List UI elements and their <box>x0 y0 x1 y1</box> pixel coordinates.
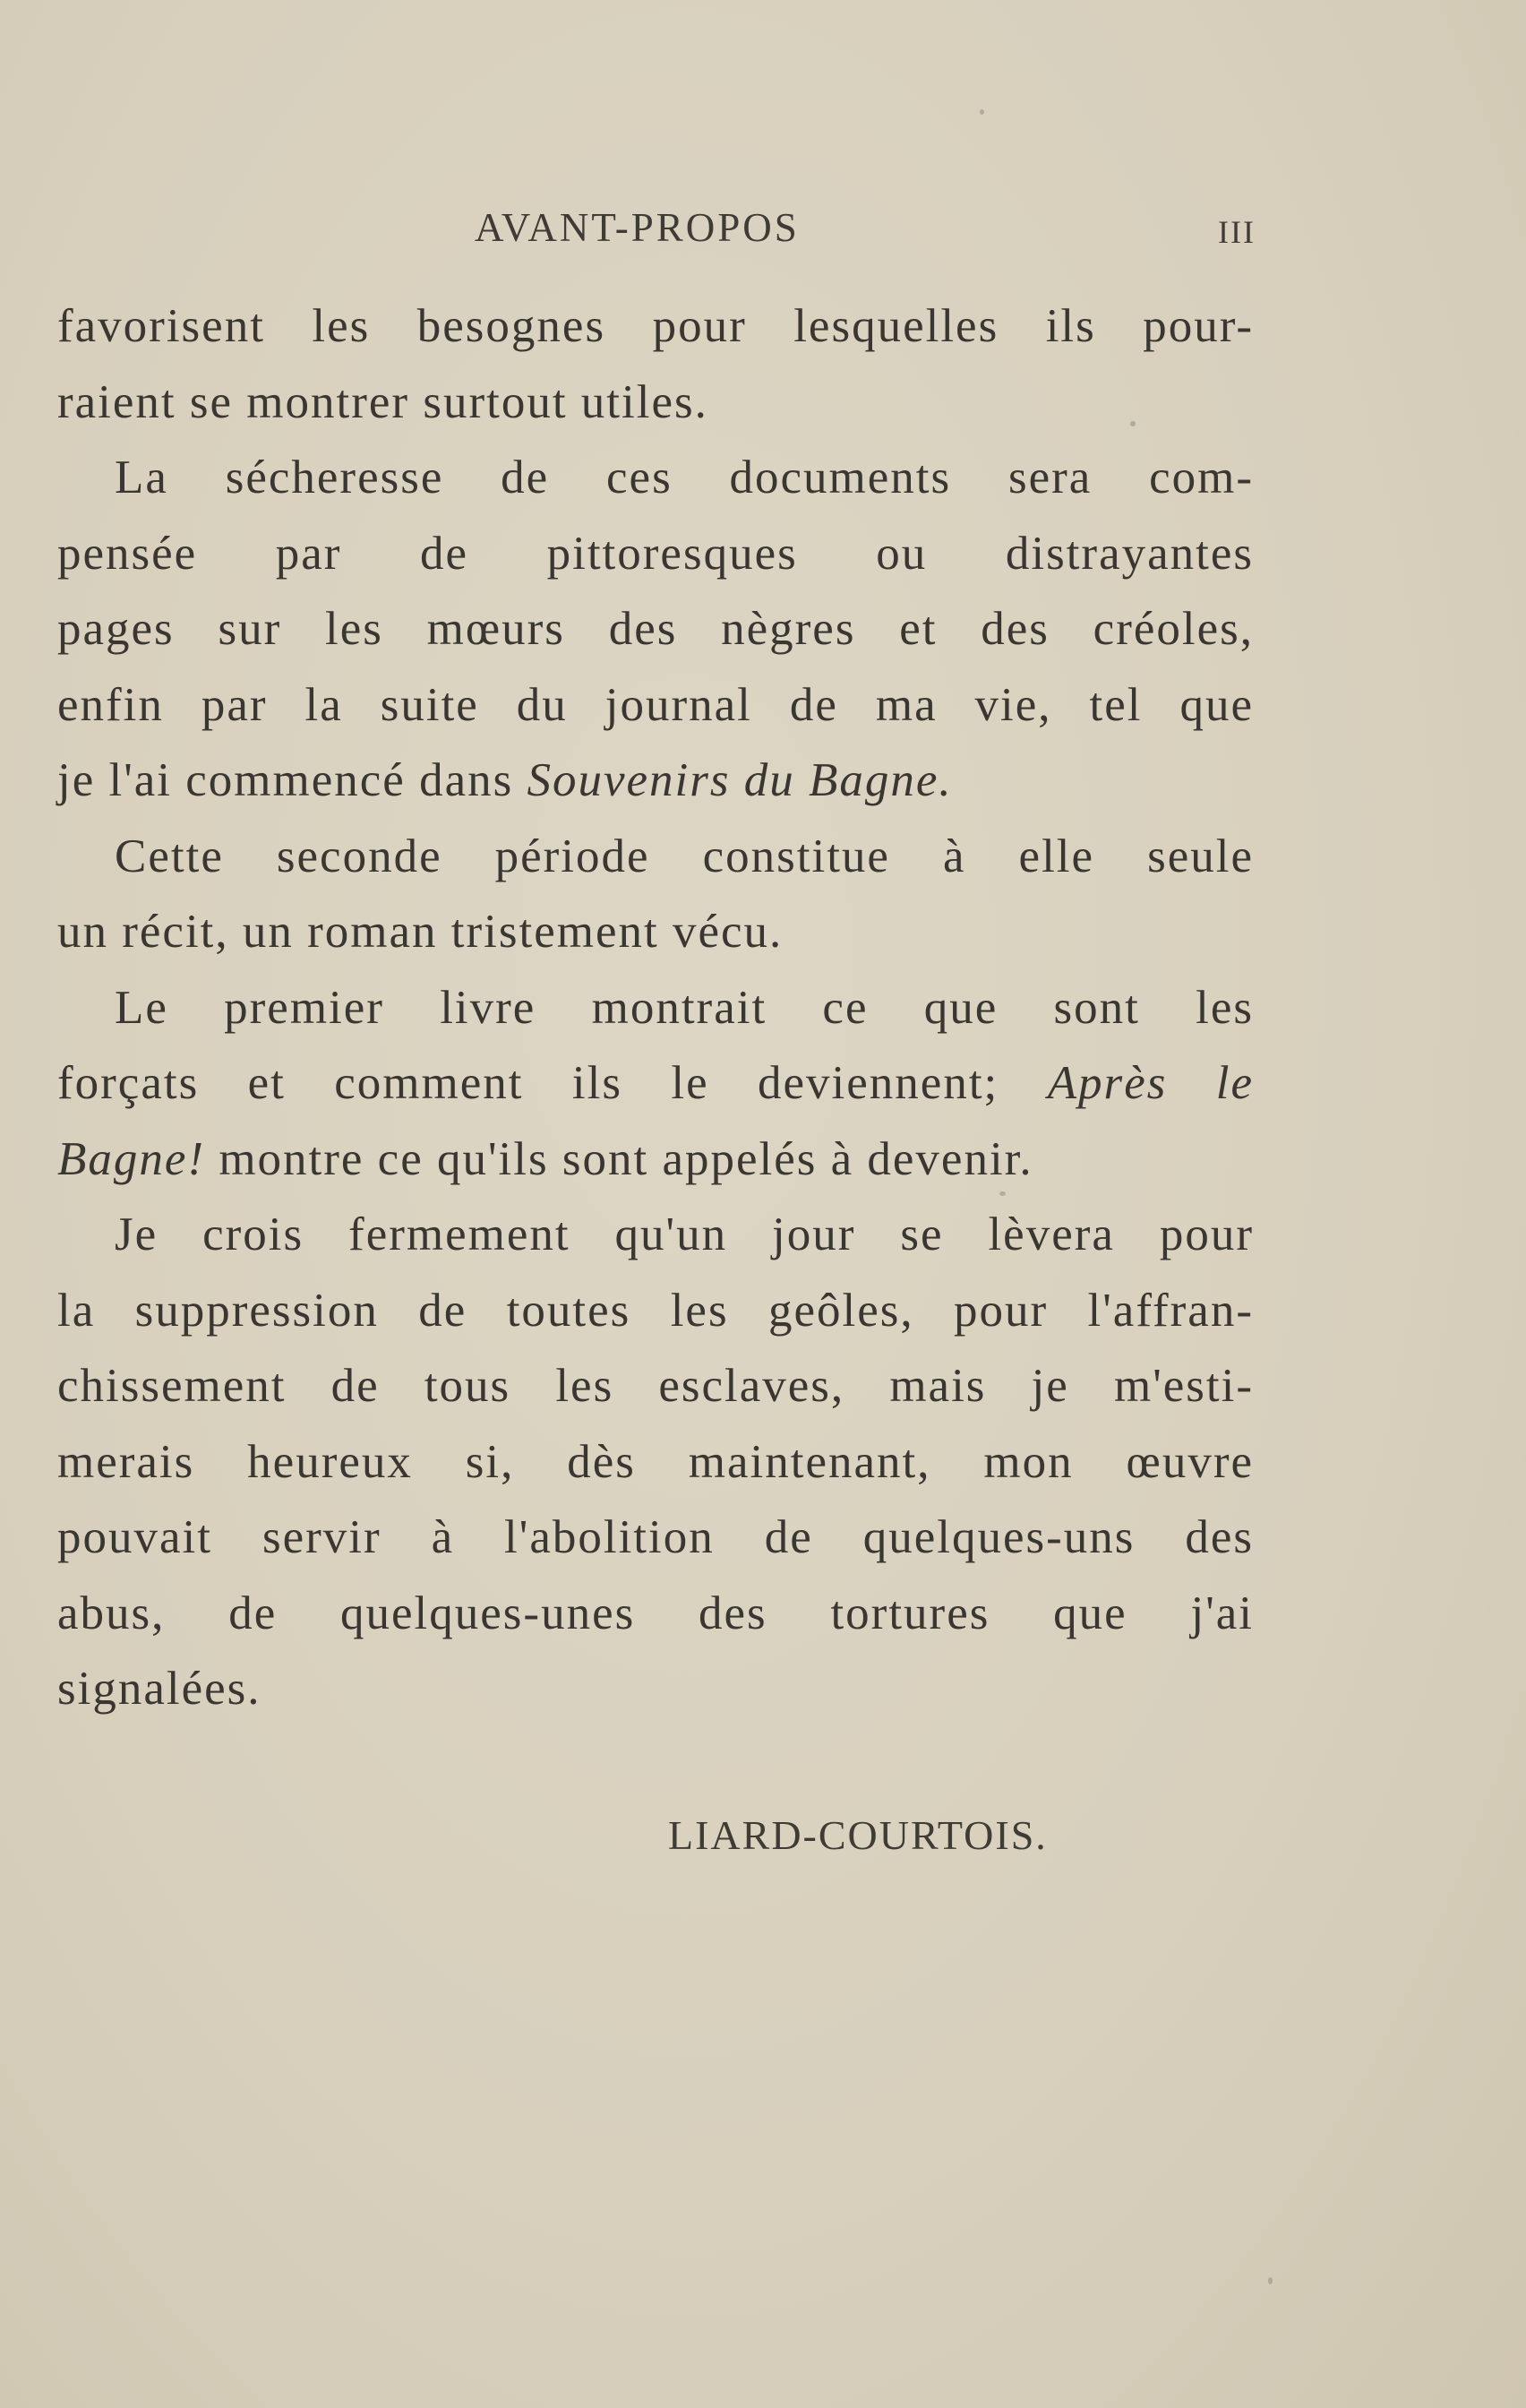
text-line: Je crois fermement qu'un jour se lèvera pour <box>115 1208 1254 1260</box>
running-title: AVANT-PROPOS <box>475 205 800 250</box>
book-title-italic: Bagne! <box>57 1132 206 1185</box>
book-title-italic: Après le <box>1047 1057 1254 1109</box>
paper-speck <box>999 1191 1006 1196</box>
page-number: III <box>1218 214 1256 250</box>
paper-speck <box>1130 421 1136 426</box>
text-segment: forçats et comment ils le deviennent; <box>57 1057 999 1109</box>
paper-speck <box>980 109 984 115</box>
text-line: Cette seconde période constitue à elle seule <box>115 830 1254 882</box>
text-line: La sécheresse de ces documents sera com- <box>115 452 1254 503</box>
text-line: abus, de quelques-unes des tortures que j'ai <box>57 1587 1254 1639</box>
text-line: la suppression de toutes les geôles, pour l'affran- <box>57 1284 1254 1337</box>
text-line <box>57 1045 1254 1122</box>
body-text <box>57 288 1254 1727</box>
text-line: pouvait servir à l'abolition de quelques-uns des <box>57 1511 1254 1563</box>
book-title-italic: Souvenirs du Bagne. <box>527 754 953 806</box>
text-line: un récit, un roman tristement vécu. <box>57 906 784 958</box>
text-line: Le premier livre montrait ce que sont les <box>115 981 1254 1034</box>
text-line: pensée par de pittoresques ou distrayantes <box>57 527 1254 580</box>
text-line: signalées. <box>57 1663 261 1715</box>
author-signature: LIARD-COURTOIS. <box>668 1812 1048 1858</box>
text-line <box>57 743 1254 819</box>
text-line: raient se montrer surtout utiles. <box>57 375 708 428</box>
text-segment: montre ce qu'ils sont appelés à devenir. <box>219 1132 1033 1185</box>
paper-speck <box>1268 2277 1273 2284</box>
text-segment: je l'ai commencé dans <box>57 754 514 806</box>
text-line <box>57 1122 1254 1198</box>
text-line: pages sur les mœurs des nègres et des créoles, <box>57 603 1254 655</box>
text-line: enfin par la suite du journal de ma vie, tel que <box>57 678 1254 731</box>
text-line: merais heureux si, dès maintenant, mon œuvre <box>57 1435 1254 1488</box>
text-line: chissement de tous les esclaves, mais je m'esti- <box>57 1360 1254 1412</box>
text-line: favorisent les besognes pour lesquelles ils pour- <box>57 300 1254 352</box>
